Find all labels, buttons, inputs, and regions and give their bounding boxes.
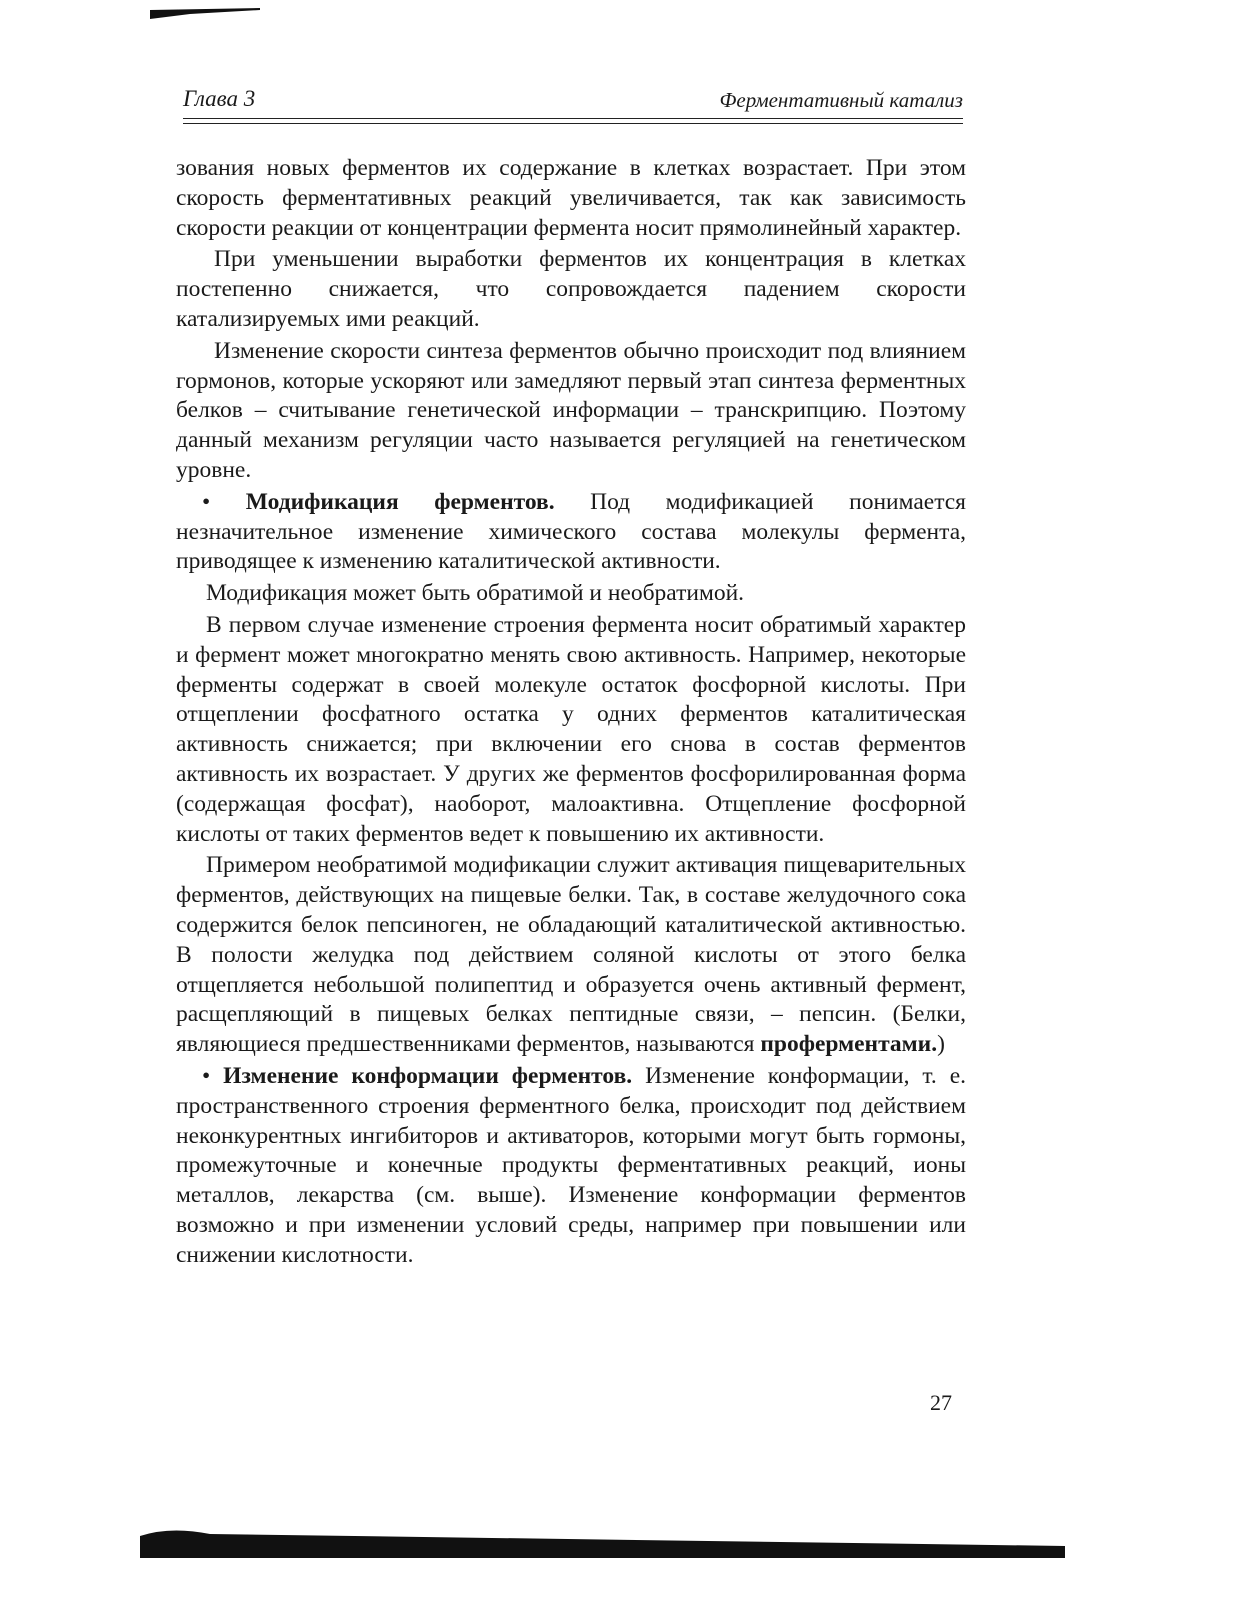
bold-term: проферментами. — [760, 1031, 938, 1058]
bold-term: Модификация ферментов. — [245, 488, 555, 515]
paragraph-irreversible — [176, 851, 966, 1060]
paragraph-text: Примером необратимой модификации служит активация пищеварительных ферментов, действующих на пищевые белки. Так, в составе желудочного сока содержится белок пепсиноген, не обладающий каталитической активностью. В полости желудка под действием соляной кислоты от этого белка отщепляется небольшой полипептид и образуется очень активный фермент, расщепляющий в пищевых белках пептидные связи, – пепсин. (Белки, являющиеся предшественниками ферментов, называются — [176, 852, 966, 1058]
bullet-paragraph-conformation — [176, 1062, 966, 1271]
bullet-paragraph-modification — [176, 488, 966, 577]
paragraph: Изменение скорости синтеза ферментов обычно происходит под влиянием гормонов, которые ускоряют или замедляют первый этап синтеза ферментных белков – считывание генетической информации – транскрипцию. Поэтому данный механизм регуляции часто называется регуляцией на генетическом уровне. — [176, 337, 966, 483]
paragraph: В первом случае изменение строения фермента носит обратимый характер и фермент может многократно менять свою активность. Например, некоторые ферменты содержат в своей молекуле остаток фосфорной кислоты. При отщеплении фосфатного остатка у одних ферментов каталитическая активность снижается; при включении его снова в состав ферментов активность их возрастает. У других же ферментов фосфорилированная форма (содержащая фосфат), наоборот, малоактивна. Отщепление фосфорной кислоты от таких ферментов ведет к повышению их активности. — [176, 611, 966, 847]
running-header — [183, 86, 963, 116]
bullet-glyph: • — [202, 1062, 211, 1089]
paragraph: При уменьшении выработки ферментов их концентрация в клетках постепенно снижается, что сопровождается падением скорости катализируемых ими реакций. — [176, 246, 966, 332]
paragraph-text: Изменение конформации, т. е. пространственного строения ферментного белка, происходит под действием неконкурентных ингибиторов и активаторов, которыми могут быть гормоны, промежуточные и конечные продукты ферментативных реакций, ионы металлов, лекарства (см. выше). Изменение конформации ферментов возможно и при изменении условий среды, например при повышении или снижении кислотности. — [176, 1062, 966, 1268]
scan-artifact-bottom — [140, 1526, 1065, 1560]
paragraph: Модификация может быть обратимой и необратимой. — [206, 580, 745, 607]
header-rule-double — [183, 123, 963, 124]
paragraph: зования новых ферментов их содержание в клетках возрастает. При этом скорость ферментативных реакций увеличивается, так как зависимость скорости реакции от концентрации фермента носит прямолинейный характер. — [176, 155, 966, 241]
bold-term: Изменение конформации ферментов. — [223, 1062, 633, 1089]
scan-artifact-top — [150, 6, 260, 20]
page-number: 27 — [930, 1390, 952, 1415]
bullet-glyph: • — [202, 488, 211, 515]
header-rule — [183, 118, 963, 119]
chapter-title: Ферментативный катализ — [719, 88, 963, 112]
closing-paren: ) — [937, 1031, 945, 1058]
paragraph-text: Под модификацией понимается незначительное изменение химического состава молекулы фермента, приводящее к изменению каталитической активности. — [176, 488, 966, 575]
page-body — [176, 154, 966, 1272]
chapter-label: Глава 3 — [183, 86, 256, 111]
